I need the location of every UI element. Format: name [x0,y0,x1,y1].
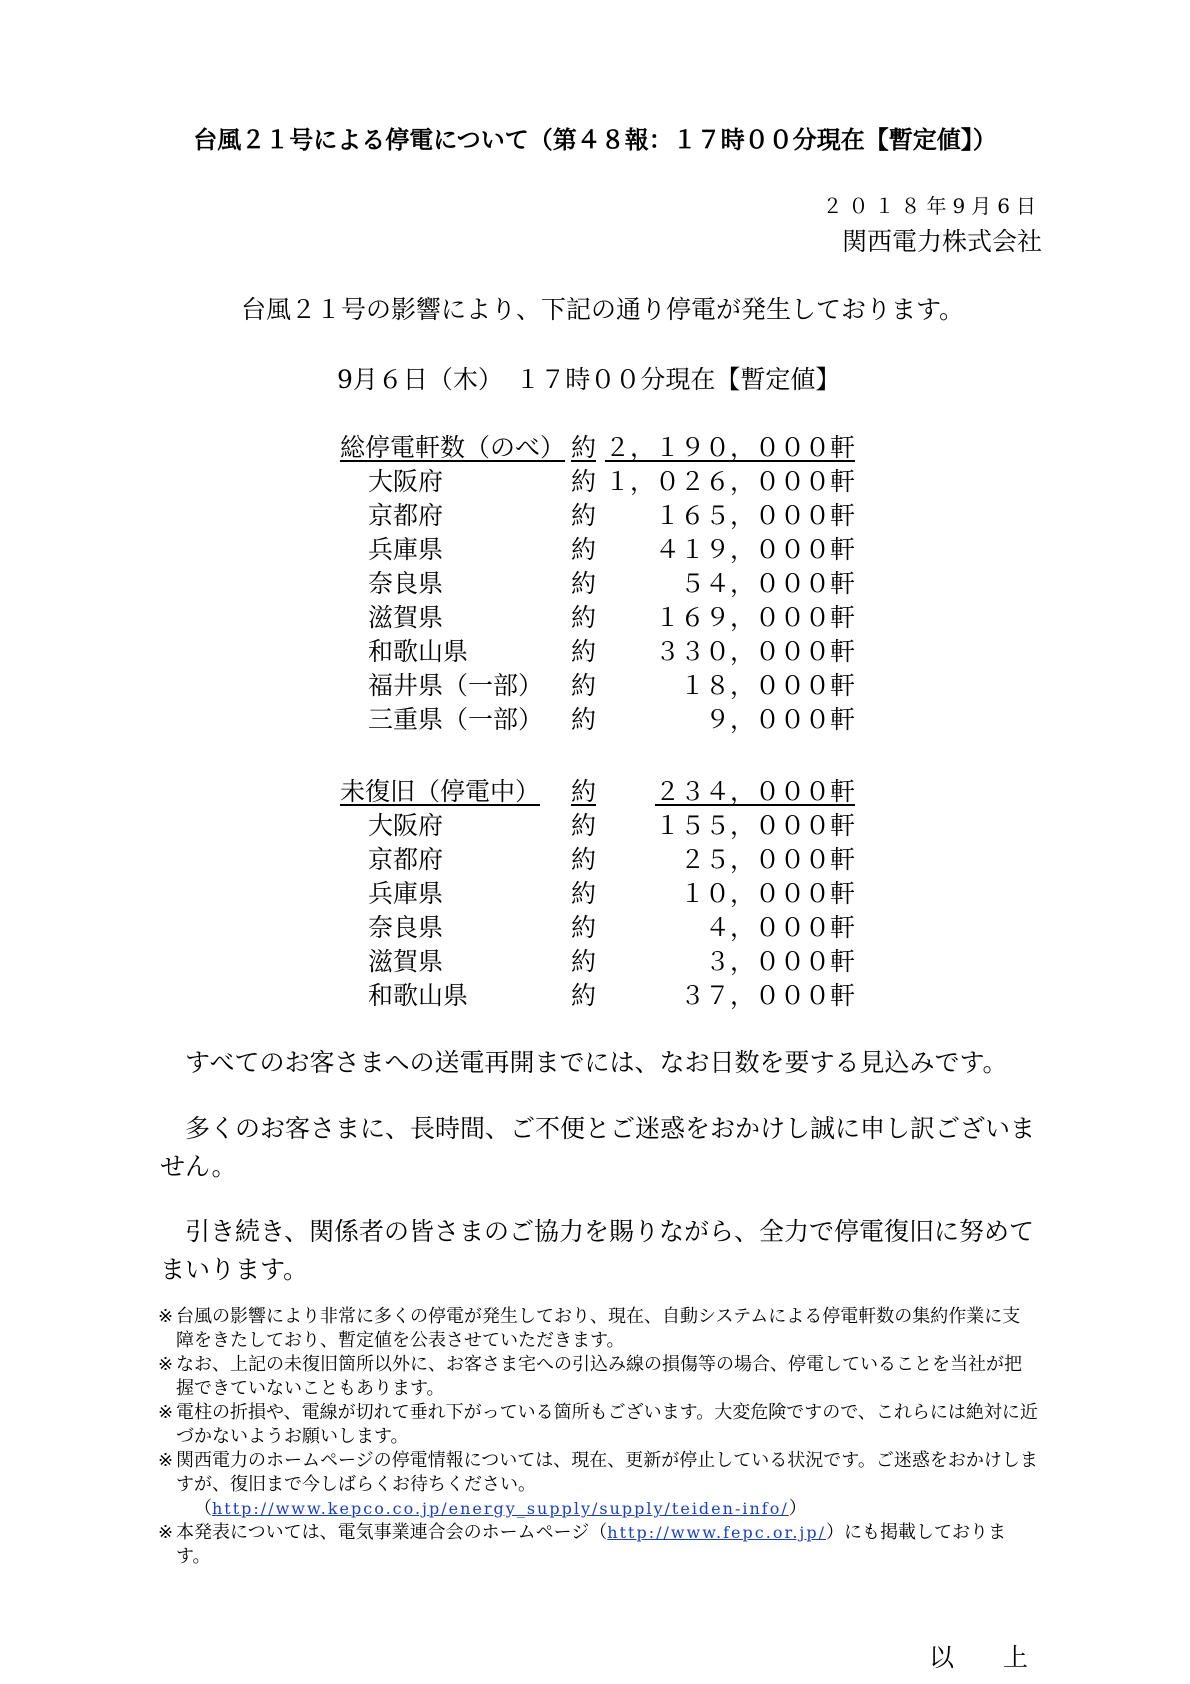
table-row [340,976,855,1010]
prefecture-name: 奈良県 [368,913,444,942]
prefecture-name: 大阪府 [368,467,444,496]
outage-count: ４，０００軒 [704,913,855,942]
paren-close: ） [788,1498,807,1519]
table-row [340,598,855,632]
paragraph-commitment: 引き続き、関係者の皆さまのご協力を賜りながら、全力で停電復旧に努めてまいります。 [160,1217,1035,1284]
table-row [340,632,855,666]
total-header-row [340,428,855,462]
note-mark: ※ [158,1450,174,1471]
approx-mark: 約 [571,845,597,874]
outage-count: １６５，０００軒 [654,501,855,530]
kepco-url-line [176,1497,1038,1521]
prefecture-name: 京都府 [368,845,444,874]
outage-count: １，０２６，０００軒 [604,467,855,496]
total-label: 総停電軒数（のべ） [340,433,566,462]
prefecture-name: 奈良県 [368,569,444,598]
approx-mark: 約 [571,603,597,632]
approx-mark: 約 [571,501,597,530]
prefecture-name: 滋賀県 [368,947,444,976]
approx-mark: 約 [571,637,597,666]
table-row [340,530,855,564]
approx-mark: 約 [571,569,597,598]
footnote-text: 本発表については、電気事業連合会のホームページ（ [176,1522,608,1543]
prefecture-name: 三重県（一部） [368,705,544,734]
prefecture-name: 和歌山県 [368,981,469,1010]
outage-count: １５５，０００軒 [654,811,855,840]
total-value: ２，１９０，０００軒 [604,433,855,462]
total-prefix: 約 [571,433,597,462]
paragraph-restoration-outlook: すべてのお客さまへの送電再開までには、なお日数を要する見込みです。 [185,1048,1008,1077]
approx-mark: 約 [571,535,597,564]
approx-mark: 約 [571,879,597,908]
prefecture-name: 兵庫県 [368,535,444,564]
as-of-line: 9月６日（木） １７時００分現在【暫定値】 [337,365,841,394]
table-row [340,564,855,598]
prefecture-name: 福井県（一部） [368,671,544,700]
issue-date: ２０１８年9月6日 [822,194,1042,218]
footnote-text: 関西電力のホームページの停電情報については、現在、更新が停止している状況です。ご迷惑をおかけしますが、復旧まで今しばらくお待ちください。 [176,1450,1038,1495]
approx-mark: 約 [571,947,597,976]
fepc-link[interactable]: http://www.fepc.or.jp/ [607,1523,827,1542]
paragraph-apology: 多くのお客さまに、長時間、ご不便とご迷惑をおかけし誠に申し訳ございません。 [160,1114,1036,1181]
kepco-outage-link[interactable]: http://www.kepco.co.jp/energy_supply/supply/teiden-info/ [212,1499,789,1518]
table-row [340,840,855,874]
outage-count: ３３０，０００軒 [654,637,855,666]
outage-count: ３７，０００軒 [679,981,855,1010]
prefecture-name: 和歌山県 [368,637,469,666]
note-mark: ※ [158,1354,174,1375]
unrestored-header-row [340,772,855,806]
unrestored-outage-table [340,772,855,1010]
table-row [340,942,855,976]
paren-open: （ [194,1498,212,1519]
table-row [340,908,855,942]
approx-mark: 約 [571,705,597,734]
approx-mark: 約 [571,811,597,840]
company-name: 関西電力株式会社 [841,227,1042,256]
total-outage-table [340,428,855,734]
prefecture-name: 大阪府 [368,811,444,840]
outage-count: ４１９，０００軒 [654,535,855,564]
unrestored-value: ２３４，０００軒 [654,777,855,806]
unrestored-prefix: 約 [571,777,597,806]
approx-mark: 約 [571,467,597,496]
outage-count: ３，０００軒 [704,947,855,976]
table-row [340,874,855,908]
table-row [340,700,855,734]
footnote [158,1401,1038,1449]
footnote-text: ）にも掲載しております。 [176,1522,1007,1567]
footnote [158,1449,1038,1521]
note-mark: ※ [158,1306,174,1327]
footnote-text: 台風の影響により非常に多くの停電が発生しており、現在、自動システムによる停電軒数の集約作業に支障をきたしており、暫定値を公表させていただきます。 [176,1306,1021,1351]
footnote [158,1305,1038,1353]
closing-mark: 以 上 [928,1643,1040,1672]
page-title: 台風２１号による停電について（第４８報：１７時００分現在【暫定値】） [193,126,997,154]
table-row [340,496,855,530]
footnote-text: なお、上記の未復旧箇所以外に、お客さま宅への引込み線の損傷等の場合、停電していることを当社が把握できていないこともあります。 [176,1354,1022,1399]
table-row [340,462,855,496]
table-row [340,806,855,840]
prefecture-name: 兵庫県 [368,879,444,908]
table-row [340,666,855,700]
footnote [158,1521,1038,1569]
approx-mark: 約 [571,981,597,1010]
approx-mark: 約 [571,913,597,942]
outage-count: ５４，０００軒 [679,569,855,598]
footnote-text: 電柱の折損や、電線が切れて垂れ下がっている箇所もございます。大変危険ですので、これらには絶対に近づかないようお願いします。 [176,1402,1038,1447]
prefecture-name: 京都府 [368,501,444,530]
outage-count: ９，０００軒 [704,705,855,734]
approx-mark: 約 [571,671,597,700]
outage-count: ２５，０００軒 [679,845,855,874]
outage-count: １０，０００軒 [679,879,855,908]
footnotes [158,1305,1038,1569]
note-mark: ※ [158,1522,174,1543]
outage-count: １８，０００軒 [679,671,855,700]
unrestored-label: 未復旧（停電中） [340,777,541,806]
footnote [158,1353,1038,1401]
prefecture-name: 滋賀県 [368,603,444,632]
lead-sentence: 台風２１号の影響により、下記の通り停電が発生しております。 [241,295,965,324]
outage-count: １６９，０００軒 [654,603,855,632]
note-mark: ※ [158,1402,174,1423]
